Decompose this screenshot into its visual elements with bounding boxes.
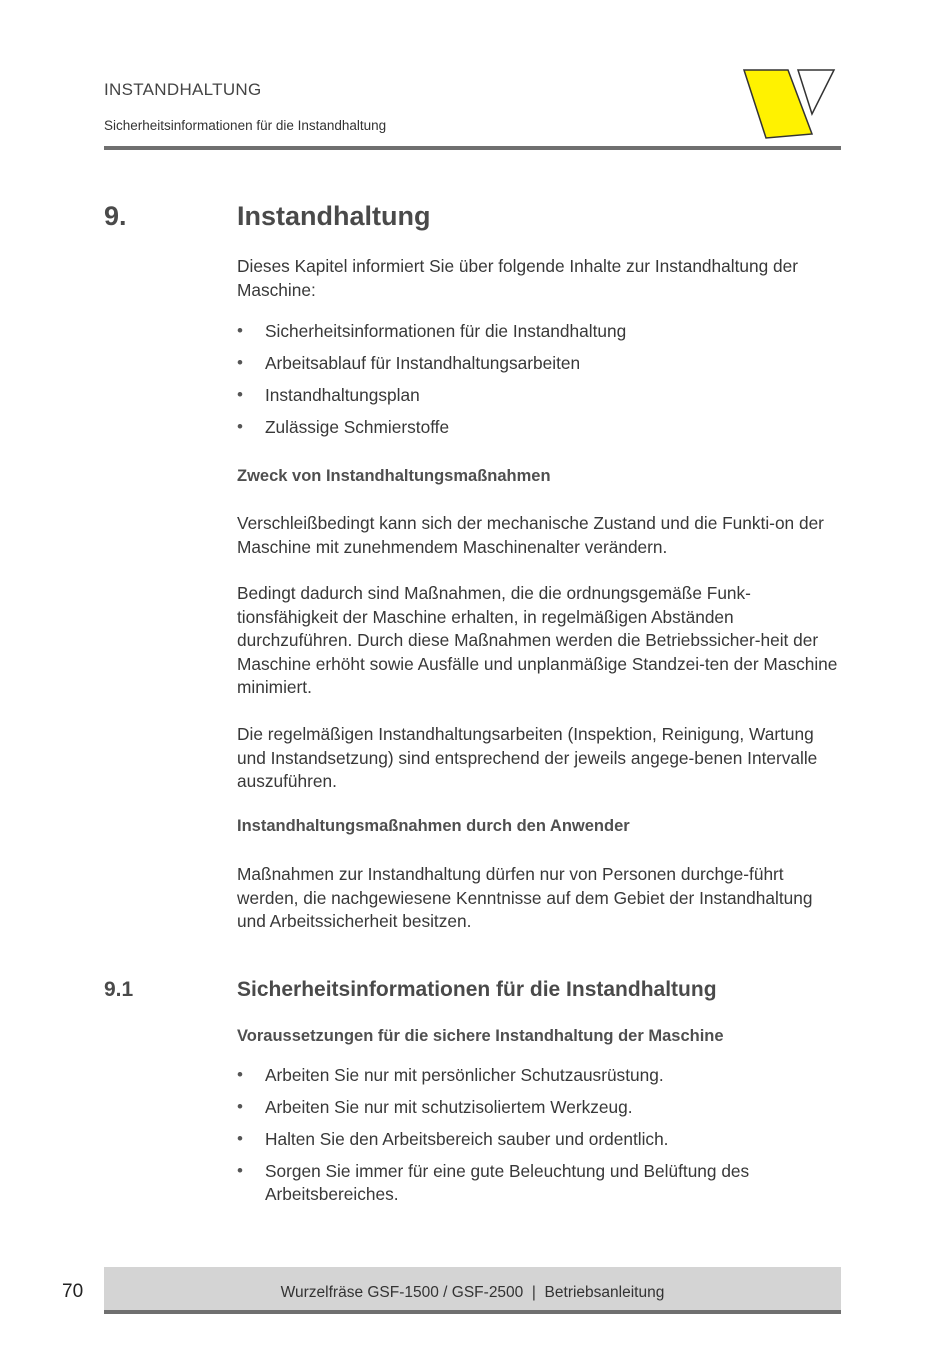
list-item: • Arbeiten Sie nur mit persönlicher Schutzausrüstung. — [237, 1065, 664, 1085]
running-header-chapter: INSTANDHALTUNG — [104, 80, 262, 99]
section-title: Sicherheitsinformationen für die Instandhaltung — [237, 978, 717, 1001]
chapter-toc-list — [237, 320, 841, 439]
company-logo-icon — [740, 68, 840, 140]
purpose-paragraph-1: Verschleißbedingt kann sich der mechanische Zustand und die Funkti-on der Maschine mit zunehmendem Maschinenalter verändern. — [237, 513, 824, 557]
bullet-icon: • — [237, 1161, 243, 1180]
list-item: • Sicherheitsinformationen für die Instandhaltung — [237, 321, 627, 341]
prerequisites-heading: Voraussetzungen für die sichere Instandhaltung der Maschine — [237, 1027, 724, 1045]
list-item: • Halten Sie den Arbeitsbereich sauber und ordentlich. — [237, 1129, 669, 1149]
chapter-intro: Dieses Kapitel informiert Sie über folgende Inhalte zur Instandhaltung der Maschine: — [237, 256, 799, 300]
list-item: • Arbeiten Sie nur mit schutzisoliertem Werkzeug. — [237, 1097, 633, 1117]
section-number: 9.1 — [104, 978, 134, 1001]
user-measures-heading: Instandhaltungsmaßnahmen durch den Anwender — [237, 817, 630, 835]
bullet-icon: • — [237, 1065, 243, 1084]
header-divider — [104, 146, 841, 150]
footer-title: Wurzelfräse GSF-1500 / GSF-2500 | Betriebsanleitung — [280, 1284, 665, 1301]
list-item: • Sorgen Sie immer für eine gute Beleuchtung und Belüftung des Arbeitsbereiches. — [237, 1161, 750, 1204]
footer-divider — [104, 1310, 841, 1314]
purpose-paragraph-3: Die regelmäßigen Instandhaltungsarbeiten (Inspektion, Reinigung, Wartung und Instandsetzung) sind entsprechend der jeweils angege-benen Intervalle auszuführen. — [237, 724, 818, 791]
chapter-number: 9. — [104, 201, 127, 231]
bullet-icon: • — [237, 417, 243, 436]
bullet-icon: • — [237, 1097, 243, 1116]
purpose-heading: Zweck von Instandhaltungsmaßnahmen — [237, 467, 551, 485]
running-header-section: Sicherheitsinformationen für die Instandhaltung — [104, 118, 387, 133]
list-item: • Zulässige Schmierstoffe — [237, 417, 450, 437]
list-item: • Instandhaltungsplan — [237, 385, 420, 405]
bullet-icon: • — [237, 385, 243, 404]
page-number: 70 — [62, 1281, 84, 1302]
bullet-icon: • — [237, 353, 243, 372]
chapter-title: Instandhaltung — [237, 201, 431, 231]
chapter-intro-block — [237, 255, 841, 302]
purpose-paragraph-2: Bedingt dadurch sind Maßnahmen, die die ordnungsgemäße Funk-tionsfähigkeit der Maschine erhalten, in regelmäßigen Abständen durchzuführen. Durch diese Maßnahmen werden die Betriebssicher-heit der Maschine erhöht sowie Ausfälle und unplanmäßige Standzei-ten der Maschine minimiert. — [237, 583, 838, 697]
bullet-icon: • — [237, 1129, 243, 1148]
list-item: • Arbeitsablauf für Instandhaltungsarbeiten — [237, 353, 581, 373]
bullet-icon: • — [237, 321, 243, 340]
prerequisites-list — [237, 1064, 841, 1205]
user-measures-paragraph: Maßnahmen zur Instandhaltung dürfen nur von Personen durchge-führt werden, die nachgewiesene Kenntnisse auf dem Gebiet der Instandhaltung und Arbeitssicherheit besitzen. — [237, 864, 813, 931]
